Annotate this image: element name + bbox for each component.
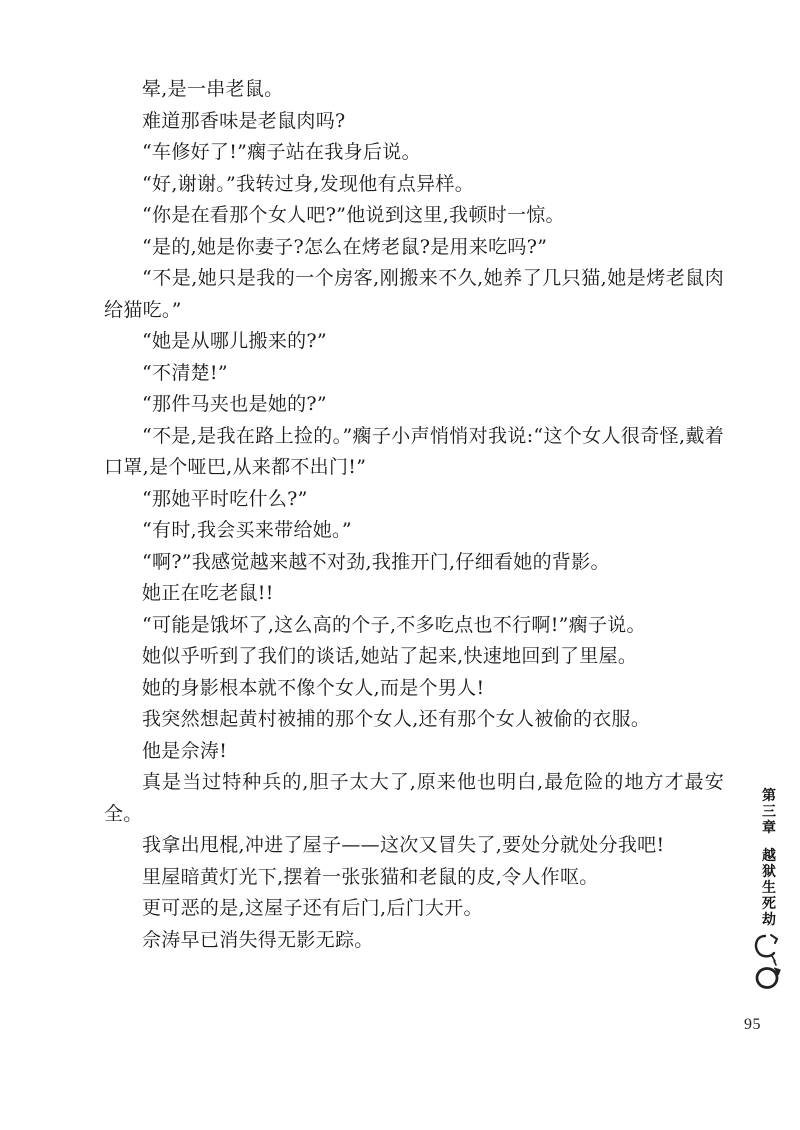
chapter-title-char: 生 (762, 880, 776, 896)
paragraph: “那她平时吃什么?” (142, 487, 308, 510)
paragraph: 她的身影根本就不像个女人,而是个男人! (142, 676, 485, 699)
paragraph: 我突然想起黄村被捕的那个女人,还有那个女人被偷的衣服。 (142, 708, 651, 730)
paragraph: 佘涛早已消失得无影无踪。 (142, 928, 374, 951)
paragraph: 她正在吃老鼠!! (142, 582, 274, 604)
chapter-label-char: 章 (762, 820, 776, 836)
paragraph: “那件马夹也是她的?” (142, 393, 327, 415)
paragraph: 她似乎听到了我们的谈话,她站了起来,快速地回到了里屋。 (142, 645, 638, 667)
paragraph: 晕,是一串老鼠。 (142, 78, 284, 100)
paragraph: “是的,她是你妻子?怎么在烤老鼠?是用来吃吗?” (142, 235, 548, 258)
chapter-title-char: 越 (762, 848, 776, 864)
paragraph: “可能是饿坏了,这么高的个子,不多吃点也不行啊!”瘸子说。 (142, 613, 646, 636)
chapter-label (756, 788, 782, 836)
paragraph: 真是当过特种兵的,胆子太大了,原来他也明白,最危险的地方才最安全。 (104, 771, 724, 825)
paragraph: “车修好了!”瘸子站在我身后说。 (142, 141, 421, 163)
paragraph: 里屋暗黄灯光下,摆着一张张猫和老鼠的皮,令人作呕。 (142, 865, 599, 888)
page-number: 95 (744, 1016, 761, 1033)
chapter-title-char: 劫 (762, 912, 776, 928)
handcuff-icon (748, 930, 788, 992)
chapter-title-char: 狱 (762, 864, 776, 880)
paragraph: 他是佘涛! (142, 739, 228, 762)
chapter-label-char: 第 (762, 788, 776, 804)
paragraph: “不是,是我在路上捡的。”瘸子小声悄悄对我说:“这个女人很奇怪,戴着口罩,是个哑巴,从来都不出门!” (104, 424, 724, 478)
chapter-title-char: 死 (762, 896, 776, 912)
paragraph: “你是在看那个女人吧?”他说到这里,我顿时一惊。 (142, 204, 565, 226)
paragraph: “啊?”我感觉越来越不对劲,我推开门,仔细看她的背影。 (142, 550, 610, 573)
paragraph: “不是,她只是我的一个房客,刚搬来不久,她养了几只猫,她是烤老鼠肉给猫吃。” (104, 267, 724, 321)
paragraph: “好,谢谢。”我转过身,发现他有点异样。 (142, 172, 475, 195)
paragraph: 更可恶的是,这屋子还有后门,后门大开。 (142, 897, 483, 919)
chapter-label-char: 三 (762, 804, 776, 820)
paragraph: 难道那香味是老鼠肉吗? (142, 109, 346, 132)
paragraph: 我拿出甩棍,冲进了屋子——这次又冒失了,要处分就处分我吧! (142, 834, 665, 856)
body-text (104, 74, 724, 956)
paragraph: “不清楚!” (142, 361, 228, 384)
paragraph: “有时,我会买来带给她。” (142, 519, 352, 541)
paragraph: “她是从哪儿搬来的?” (142, 330, 327, 352)
chapter-title (756, 848, 782, 928)
